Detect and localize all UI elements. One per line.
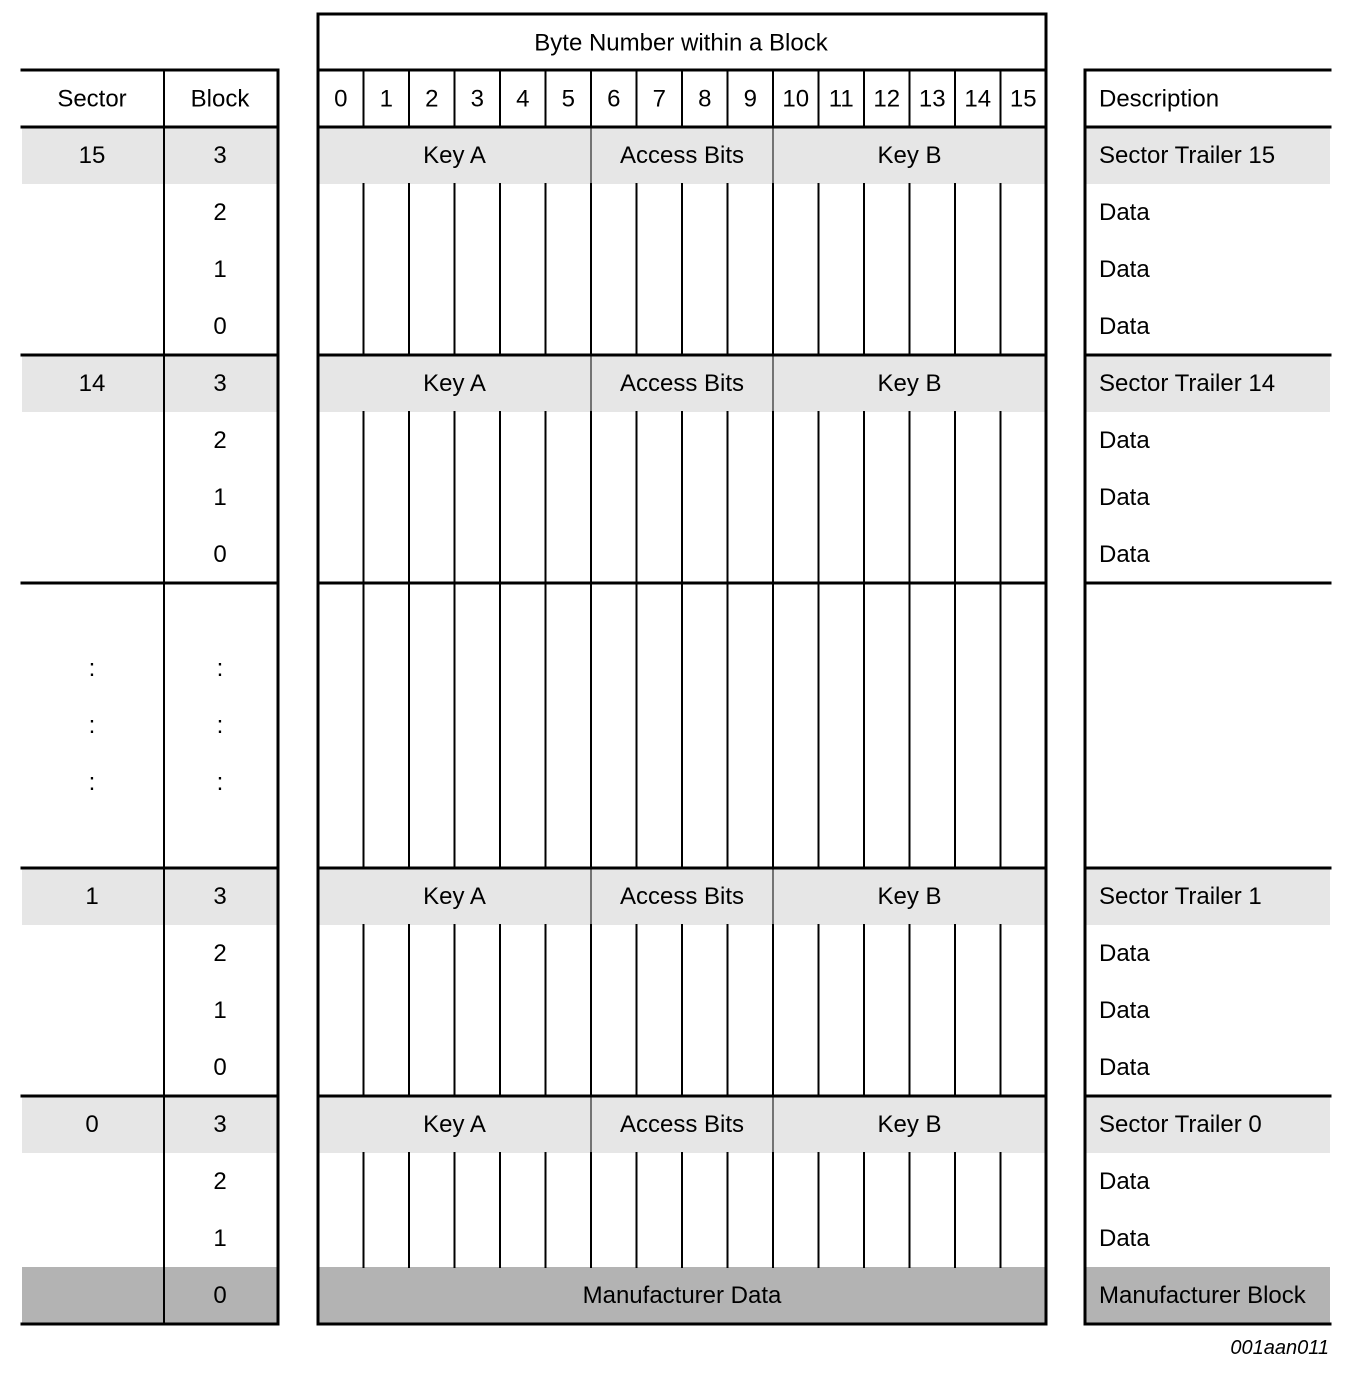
sector-number: 14 bbox=[78, 370, 106, 397]
key-a-field: Key A bbox=[423, 370, 486, 397]
byte-number-0: 0 bbox=[334, 85, 348, 113]
block-number: 3 bbox=[213, 142, 227, 169]
byte-number-8: 8 bbox=[698, 85, 712, 113]
block-number: 3 bbox=[213, 370, 227, 397]
block-description: Sector Trailer 15 bbox=[1099, 142, 1276, 169]
block-number: 0 bbox=[213, 1282, 227, 1309]
sector-number: 1 bbox=[85, 883, 99, 910]
byte-number-5: 5 bbox=[561, 85, 575, 113]
block-number: 1 bbox=[213, 256, 227, 283]
byte-number-7: 7 bbox=[652, 85, 666, 113]
block-number: 2 bbox=[213, 427, 227, 454]
block-description: Data bbox=[1099, 997, 1150, 1024]
block-description: Data bbox=[1099, 541, 1150, 568]
byte-number-title: Byte Number within a Block bbox=[534, 29, 828, 57]
block-description: Data bbox=[1099, 199, 1150, 226]
access-bits-field: Access Bits bbox=[619, 142, 745, 169]
byte-number-13: 13 bbox=[918, 85, 946, 113]
block-description: Data bbox=[1099, 427, 1150, 454]
byte-number-14: 14 bbox=[964, 85, 992, 113]
block-number: 3 bbox=[213, 883, 227, 910]
key-b-field: Key B bbox=[877, 883, 942, 910]
key-a-field: Key A bbox=[423, 142, 486, 169]
manufacturer-data-field: Manufacturer Data bbox=[582, 1282, 782, 1309]
block-number: 1 bbox=[213, 484, 227, 511]
access-bits-field: Access Bits bbox=[619, 883, 745, 910]
block-number: 0 bbox=[213, 313, 227, 340]
sector-number: 15 bbox=[78, 142, 106, 169]
block-number: 0 bbox=[213, 1054, 227, 1081]
sector-number: : bbox=[88, 712, 96, 739]
key-a-field: Key A bbox=[423, 1111, 486, 1138]
byte-number-10: 10 bbox=[782, 85, 810, 113]
block-description: Sector Trailer 1 bbox=[1099, 883, 1262, 910]
key-b-field: Key B bbox=[877, 370, 942, 397]
sector-number: : bbox=[88, 655, 96, 682]
block-number: 2 bbox=[213, 1168, 227, 1195]
block-description: Data bbox=[1099, 940, 1150, 967]
block-number: 3 bbox=[213, 1111, 227, 1138]
trailer-row-fill bbox=[22, 868, 278, 925]
block-description: Data bbox=[1099, 313, 1150, 340]
block-number: 2 bbox=[213, 199, 227, 226]
sector-number: : bbox=[88, 769, 96, 796]
block-number: 2 bbox=[213, 940, 227, 967]
block-number: 0 bbox=[213, 541, 227, 568]
byte-number-1: 1 bbox=[379, 85, 393, 113]
manufacturer-row-fill bbox=[22, 1267, 278, 1324]
key-b-field: Key B bbox=[877, 1111, 942, 1138]
block-number: : bbox=[216, 655, 224, 682]
block-number: : bbox=[216, 712, 224, 739]
sector-column-header: Sector bbox=[57, 85, 127, 113]
byte-number-12: 12 bbox=[873, 85, 901, 113]
byte-number-3: 3 bbox=[470, 85, 484, 113]
trailer-row-fill bbox=[22, 355, 278, 412]
byte-number-4: 4 bbox=[516, 85, 530, 113]
key-b-field: Key B bbox=[877, 142, 942, 169]
access-bits-field: Access Bits bbox=[619, 1111, 745, 1138]
trailer-row-fill bbox=[22, 127, 278, 184]
byte-number-6: 6 bbox=[607, 85, 621, 113]
block-description: Data bbox=[1099, 1225, 1150, 1252]
block-description: Data bbox=[1099, 484, 1150, 511]
description-column-header: Description bbox=[1099, 85, 1220, 113]
block-description: Data bbox=[1099, 256, 1150, 283]
block-description: Manufacturer Block bbox=[1099, 1282, 1306, 1309]
block-description: Sector Trailer 14 bbox=[1099, 370, 1276, 397]
access-bits-field: Access Bits bbox=[619, 370, 745, 397]
key-a-field: Key A bbox=[423, 883, 486, 910]
trailer-row-fill bbox=[22, 1096, 278, 1153]
byte-number-2: 2 bbox=[425, 85, 439, 113]
block-number: 1 bbox=[213, 1225, 227, 1252]
figure-id: 001aan011 bbox=[1230, 1337, 1329, 1359]
byte-number-15: 15 bbox=[1009, 85, 1037, 113]
block-column-header: Block bbox=[190, 85, 250, 113]
sector-number: 0 bbox=[85, 1111, 99, 1138]
block-description: Data bbox=[1099, 1054, 1150, 1081]
block-description: Sector Trailer 0 bbox=[1099, 1111, 1262, 1138]
block-number: 1 bbox=[213, 997, 227, 1024]
block-description: Data bbox=[1099, 1168, 1150, 1195]
byte-number-11: 11 bbox=[828, 85, 854, 113]
byte-number-9: 9 bbox=[743, 85, 757, 113]
block-number: : bbox=[216, 769, 224, 796]
